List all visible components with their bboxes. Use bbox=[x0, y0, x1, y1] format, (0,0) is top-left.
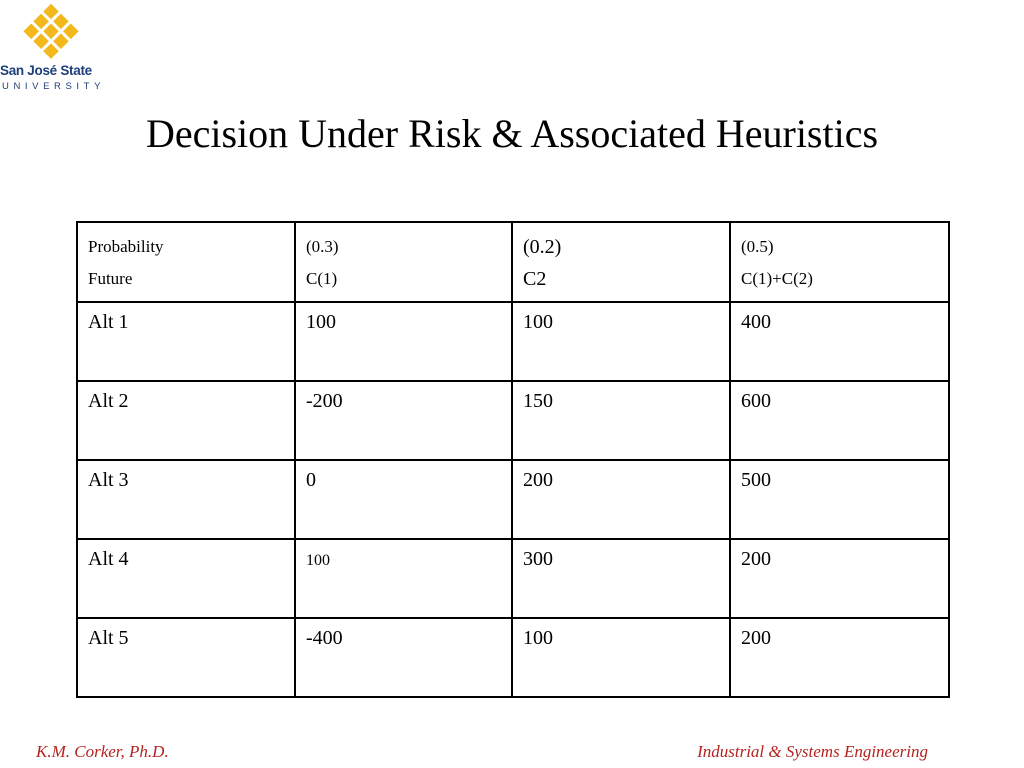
header-cell-probability bbox=[77, 222, 295, 302]
row-label: Alt 3 bbox=[77, 460, 295, 539]
table-cell: 0 bbox=[295, 460, 512, 539]
table-row bbox=[77, 302, 949, 381]
logo-subline: UNIVERSITY bbox=[2, 81, 106, 92]
header-line: C(1)+C(2) bbox=[741, 269, 813, 288]
table-cell: 500 bbox=[730, 460, 949, 539]
table-cell: 100 bbox=[512, 618, 730, 697]
table-cell: -400 bbox=[295, 618, 512, 697]
table-cell: 400 bbox=[730, 302, 949, 381]
header-line: C2 bbox=[523, 268, 547, 290]
table-cell: -200 bbox=[295, 381, 512, 460]
table-row bbox=[77, 381, 949, 460]
header-line: (0.2) bbox=[523, 236, 562, 258]
table-cell: 600 bbox=[730, 381, 949, 460]
table-row bbox=[77, 618, 949, 697]
table-cell: 100 bbox=[295, 302, 512, 381]
row-label: Alt 4 bbox=[77, 539, 295, 618]
footer-department: Industrial & Systems Engineering bbox=[697, 742, 928, 761]
row-label: Alt 2 bbox=[77, 381, 295, 460]
header-line: (0.5) bbox=[741, 237, 774, 256]
table-cell: 200 bbox=[730, 618, 949, 697]
cell-value: 100 bbox=[306, 552, 330, 569]
header-line: C(1) bbox=[306, 269, 338, 288]
table-cell: 200 bbox=[730, 539, 949, 618]
header-line: Probability bbox=[88, 237, 164, 256]
header-line: (0.3) bbox=[306, 237, 339, 256]
table-cell: 150 bbox=[512, 381, 730, 460]
row-label: Alt 1 bbox=[77, 302, 295, 381]
table-cell bbox=[295, 539, 512, 618]
footer-author: K.M. Corker, Ph.D. bbox=[36, 742, 169, 761]
table-header-row bbox=[77, 222, 949, 302]
table-cell: 200 bbox=[512, 460, 730, 539]
diamond-lattice-icon bbox=[20, 3, 82, 61]
row-label: Alt 5 bbox=[77, 618, 295, 697]
table-row bbox=[77, 460, 949, 539]
table-row bbox=[77, 539, 949, 618]
header-cell-c1-c2 bbox=[730, 222, 949, 302]
header-cell-c2 bbox=[512, 222, 730, 302]
slide-title: Decision Under Risk & Associated Heuristics bbox=[145, 111, 879, 156]
table-cell: 100 bbox=[512, 302, 730, 381]
logo-name: San José State bbox=[0, 63, 92, 78]
header-line: Future bbox=[88, 269, 133, 288]
university-logo bbox=[0, 0, 112, 100]
decision-table bbox=[76, 221, 950, 698]
table-cell: 300 bbox=[512, 539, 730, 618]
header-cell-c1 bbox=[295, 222, 512, 302]
